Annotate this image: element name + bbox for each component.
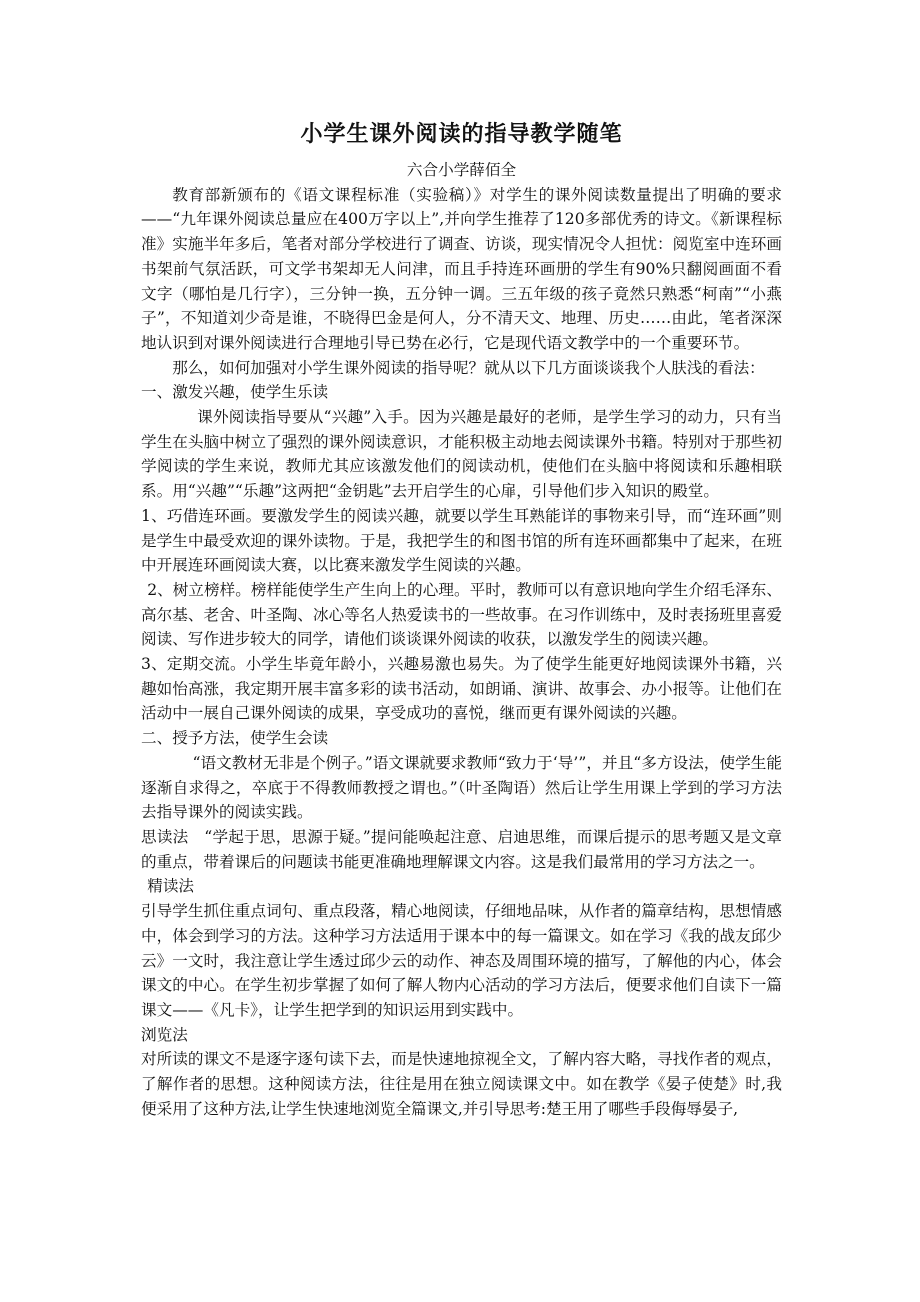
paragraph: 对所读的课文不是逐字逐句读下去，而是快速地掠视全文，了解内容大略，寻找作者的观点，了解作者的思想。这种阅读方法，往往是用在独立阅读课文中。如在教学《晏子使楚》时,我便采用了这种方法,让学生快速地浏览全篇课文,并引导思考:楚王用了哪些手段侮辱晏子,: [141, 1050, 782, 1118]
paragraph: 课外阅读指导要从“兴趣”入手。因为兴趣是最好的老师，是学生学习的动力，只有当学生在头脑中树立了强烈的课外阅读意识，才能积极主动地去阅读课外书籍。特别对于那些初学阅读的学生来说，教师尤其应该激发他们的阅读动机，使他们在头脑中将阅读和乐趣相联系。用“兴趣”“乐趣”这两把“金钥匙”去开启学生的心扉，引导他们步入知识的殿堂。: [141, 408, 782, 501]
document-page: [141, 118, 782, 1121]
method-heading: 浏览法: [141, 1025, 188, 1044]
document-author: 六合小学薛佰全: [406, 161, 517, 179]
document-title: 小学生课外阅读的指导教学随笔: [300, 122, 623, 147]
paragraph: 那么，如何加强对小学生课外阅读的指导呢？就从以下几方面谈谈我个人肤浅的看法：: [172, 358, 765, 377]
paragraph: “语文教材无非是个例子。”语文课就要求教师“致力于‘导’”，并且“多方设法，使学生能逐渐自求得之，卒底于不得教师教授之谓也。”（叶圣陶语）然后让学生用课上学到的学习方法去指导课外的阅读实践。: [141, 753, 782, 822]
paragraph: 3、定期交流。小学生毕竟年龄小，兴趣易激也易失。为了使学生能更好地阅读课外书籍，兴趣如怡高涨，我定期开展丰富多彩的读书活动，如朗诵、演讲、故事会、办小报等。让他们在活动中一展自己课外阅读的成果，享受成功的喜悦，继而更有课外阅读的兴趣。: [141, 655, 782, 723]
paragraph: 思读法 “学起于思，思源于疑。”提问能唤起注意、启迪思维，而课后提示的思考题又是文章的重点，带着课后的问题读书能更准确地理解课文内容。这是我们最常用的学习方法之一。: [141, 827, 782, 871]
method-heading: 精读法: [147, 877, 195, 896]
paragraph: 引导学生抓住重点词句、重点段落，精心地阅读，仔细地品味，从作者的篇章结构，思想情感中，体会到学习的方法。这种学习方法适用于课本中的每一篇课文。如在学习《我的战友邱少云》一文时，我注意让学生透过邱少云的动作、神态及周围环境的描写，了解他的内心，体会课文的中心。在学生初步掌握了如何了解人物内心活动的学习方法后，便要求他们自读下一篇课文——《凡卡》，让学生把学到的知识运用到实践中。: [141, 902, 782, 1019]
section-heading: 一、激发兴趣，使学生乐读: [141, 383, 329, 402]
paragraph: 2、树立榜样。榜样能使学生产生向上的心理。平时，教师可以有意识地向学生介绍毛泽东、高尔基、老舍、叶圣陶、冰心等名人热爱读书的一些故事。在习作训练中，及时表扬班里喜爱阅读、写作进步较大的同学，请他们谈谈课外阅读的收获，以激发学生的阅读兴趣。: [141, 580, 782, 649]
section-heading: 二、授予方法，使学生会读: [141, 729, 329, 748]
paragraph: 教育部新颁布的《语文课程标准（实验稿）》对学生的课外阅读数量提出了明确的要求——“九年课外阅读总量应在400万字以上”,并向学生推荐了120多部优秀的诗文。《新课程标准》实施半年多后，笔者对部分学校进行了调查、访谈，现实情况令人担忧：阅览室中连环画书架前气氛活跃，可文学书架却无人问津，而且手持连环画册的学生有90%只翻阅画面不看文字（哪怕是几行字），三分钟一换，五分钟一调。三五年级的孩子竟然只熟悉“柯南”“小燕子”，不知道刘少奇是谁，不晓得巴金是何人，分不清天文、地理、历史……由此，笔者深深地认识到对课外阅读进行合理地引导已势在必行，它是现代语文教学中的一个重要环节。: [141, 185, 782, 352]
paragraph: 1、巧借连环画。要激发学生的阅读兴趣，就要以学生耳熟能详的事物来引导，而“连环画”则是学生中最受欢迎的课外读物。于是，我把学生的和图书馆的所有连环画都集中了起来，在班中开展连环画阅读大赛，以比赛来激发学生阅读的兴趣。: [141, 506, 782, 575]
